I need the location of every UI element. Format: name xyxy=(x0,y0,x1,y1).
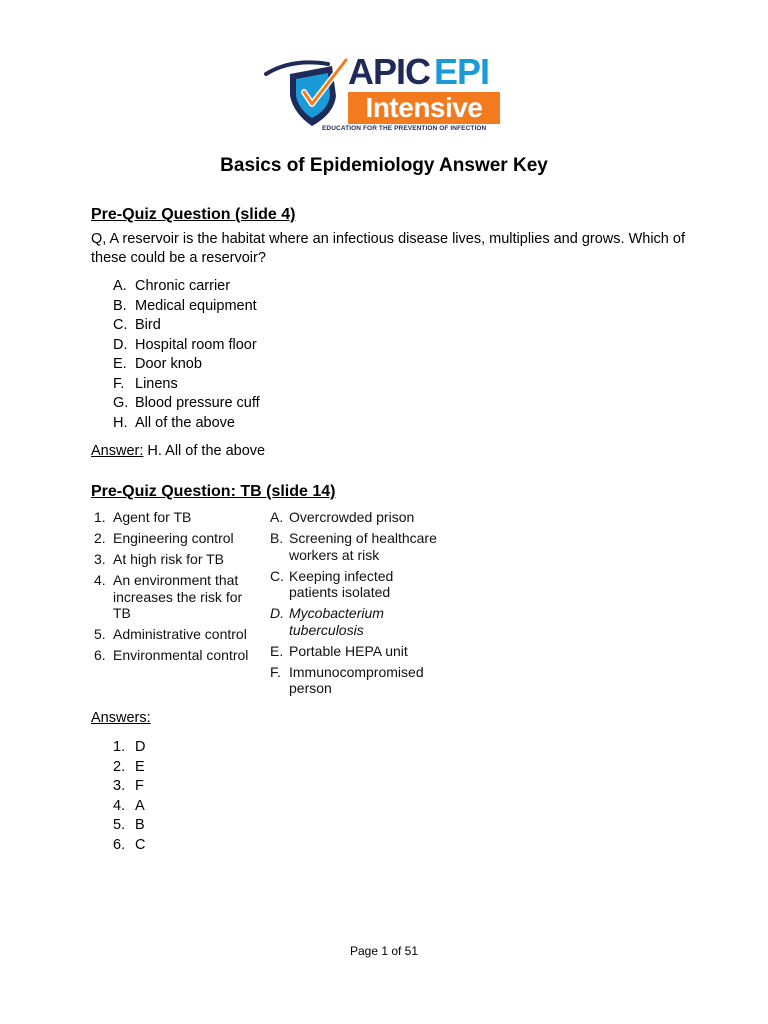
tb-terms-list xyxy=(94,509,264,668)
list-item: C. Bird xyxy=(113,317,161,333)
list-item: G. Blood pressure cuff xyxy=(113,395,260,411)
apic-epi-intensive-logo xyxy=(262,52,502,136)
list-item: 2. Engineering control xyxy=(94,530,234,546)
list-item: 4. An environment that increases the risk for TB xyxy=(94,572,243,621)
list-item: 5. B xyxy=(113,817,145,833)
list-item: C. Keeping infected patients isolated xyxy=(270,567,394,600)
section1-answer xyxy=(91,442,711,461)
list-item: B. Medical equipment xyxy=(113,297,257,314)
logo-wordmark xyxy=(348,51,490,92)
answer-text: H. All of the above xyxy=(143,443,266,459)
list-item: D. Hospital room floor xyxy=(113,336,257,353)
section2-heading: Pre-Quiz Question: TB (slide 14) xyxy=(91,483,336,500)
list-item: D. Mycobacterium tuberculosis xyxy=(270,605,384,638)
answer-label: Answer: xyxy=(91,443,144,459)
list-item: 2. E xyxy=(113,758,145,775)
list-item: 4. A xyxy=(113,797,145,814)
section1-question: Q, A reservoir is the habitat where an infectious disease lives, multiplies and grows. Which of these could be a reservoir? xyxy=(91,231,685,266)
list-item: 3. F xyxy=(113,778,144,794)
list-item: 1. D xyxy=(113,739,146,755)
list-item: 6. Environmental control xyxy=(94,647,249,663)
tb-answers-list xyxy=(113,738,145,855)
list-item: 1. Agent for TB xyxy=(94,509,192,525)
reservoir-options-list xyxy=(113,277,260,433)
list-item: 3. At high risk for TB xyxy=(94,551,225,567)
list-item: F. Immunocompromised person xyxy=(270,663,424,696)
shield-check-icon xyxy=(262,52,352,136)
list-item: E. Portable HEPA unit xyxy=(270,642,408,659)
list-item: E. Door knob xyxy=(113,356,202,372)
list-item: A. Overcrowded prison xyxy=(270,509,415,525)
list-item: B. Screening of healthcare workers at risk xyxy=(270,530,437,563)
logo-epi: EPI xyxy=(434,51,490,92)
logo-intensive: Intensive xyxy=(348,92,500,124)
answers-label: Answers: xyxy=(91,710,151,726)
list-item: F. Linens xyxy=(113,375,178,392)
page-number: Page 1 of 51 xyxy=(349,944,419,958)
list-item: 6. C xyxy=(113,836,146,853)
tb-matches-list xyxy=(270,509,460,701)
list-item: H. All of the above xyxy=(113,414,235,431)
document-title: Basics of Epidemiology Answer Key xyxy=(220,155,548,176)
logo-apic: APIC xyxy=(348,51,431,92)
section1-heading: Pre-Quiz Question (slide 4) xyxy=(91,206,296,223)
logo-tagline: EDUCATION FOR THE PREVENTION OF INFECTION xyxy=(322,125,487,132)
list-item: 5. Administrative control xyxy=(94,626,247,642)
list-item: A. Chronic carrier xyxy=(113,278,231,294)
